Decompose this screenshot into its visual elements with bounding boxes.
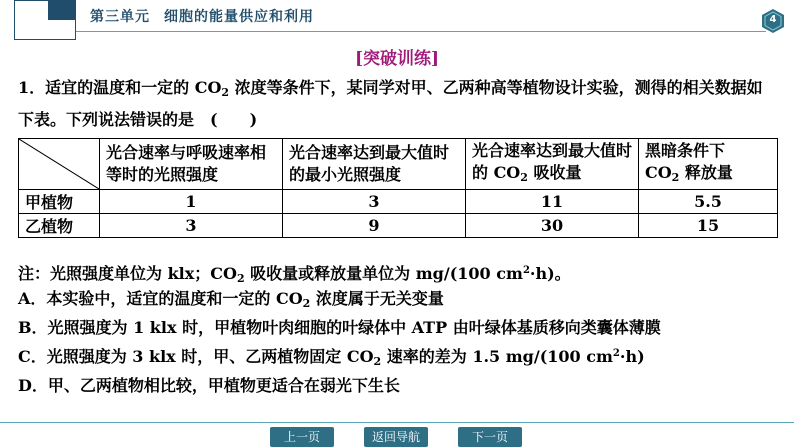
diagonal-line (19, 139, 99, 189)
option-text: ·h) (619, 347, 645, 366)
table-cell: 30 (466, 214, 639, 238)
subscript: 2 (221, 86, 230, 99)
option-text: A．本实验中，适宜的温度和一定的 CO (18, 289, 303, 308)
column-header-text: 吸收量 (527, 162, 582, 182)
table-row (19, 214, 778, 238)
table-cell: 15 (639, 214, 778, 238)
superscript: 2 (612, 348, 620, 359)
page-footer (0, 418, 794, 447)
question-text-2: 浓度等条件下，某同学对甲、乙两种高等植物设计实验，测得的相关数据如下表。下列说法错误的是 ( ) (18, 78, 763, 129)
header-topic: 细胞的能量供应和利用 (164, 9, 314, 25)
subscript: 2 (520, 170, 528, 184)
option-text: C．光照强度为 3 klx 时，甲、乙两植物固定 CO (18, 347, 374, 366)
table-row (19, 190, 778, 214)
option-a (18, 286, 788, 310)
table-header-row (19, 139, 778, 190)
table-cell: 1 (100, 190, 283, 214)
subscript: 2 (302, 297, 311, 310)
column-header (639, 139, 778, 190)
column-header (466, 139, 639, 190)
next-page-button[interactable]: 下一页 (458, 427, 522, 447)
subscript: 2 (236, 272, 245, 285)
table-cell: 5.5 (639, 190, 778, 214)
row-label: 甲植物 (19, 190, 100, 214)
option-b: B．光照强度为 1 klx 时，甲植物叶肉细胞的叶绿体中 ATP 由叶绿体基质移向类囊体薄膜 (18, 318, 661, 337)
header-rule (76, 31, 766, 32)
row-label: 乙植物 (19, 214, 100, 238)
option-text: 浓度属于无关变量 (310, 289, 444, 308)
column-header-text: 光合速率达到最大值时的 CO (472, 140, 633, 182)
page-header (0, 0, 794, 36)
column-header-text: 释放量 (679, 162, 733, 182)
column-header-text: 黑暗条件下 (645, 140, 726, 160)
option-d: D．甲、乙两植物相比较，甲植物更适合在弱光下生长 (18, 376, 400, 395)
page-number: 4 (769, 14, 777, 25)
table-cell: 9 (283, 214, 466, 238)
header-unit: 第三单元 (90, 9, 150, 25)
superscript: 2 (522, 265, 530, 276)
header-decoration-fill (48, 0, 76, 20)
table-cell: 3 (100, 214, 283, 238)
option-c (18, 344, 788, 368)
column-header: 光合速率与呼吸速率相等时的光照强度 (100, 139, 283, 190)
subscript: 2 (671, 170, 680, 184)
question-text-1: 1．适宜的温度和一定的 CO (18, 78, 222, 97)
note-text: 注：光照强度单位为 klx；CO (18, 264, 237, 283)
note-text: 吸收量或释放量单位为 mg/(100 cm (244, 264, 523, 283)
section-title: [突破训练] (354, 49, 440, 69)
column-header-text: CO (645, 162, 672, 182)
diagonal-header-cell (19, 139, 100, 190)
footer-rule (0, 422, 794, 423)
column-header: 光合速率达到最大值时的最小光照强度 (283, 139, 466, 190)
subscript: 2 (373, 355, 382, 368)
header-title (90, 6, 314, 26)
back-to-nav-button[interactable]: 返回导航 (364, 427, 428, 447)
option-text: 速率的差为 1.5 mg/(100 cm (381, 347, 613, 366)
page-number-badge (760, 8, 786, 34)
data-table (18, 138, 778, 238)
table-cell: 3 (283, 190, 466, 214)
question-stem (18, 74, 778, 133)
prev-page-button[interactable]: 上一页 (270, 427, 334, 447)
note-text: ·h)。 (529, 264, 571, 283)
table-cell: 11 (466, 190, 639, 214)
